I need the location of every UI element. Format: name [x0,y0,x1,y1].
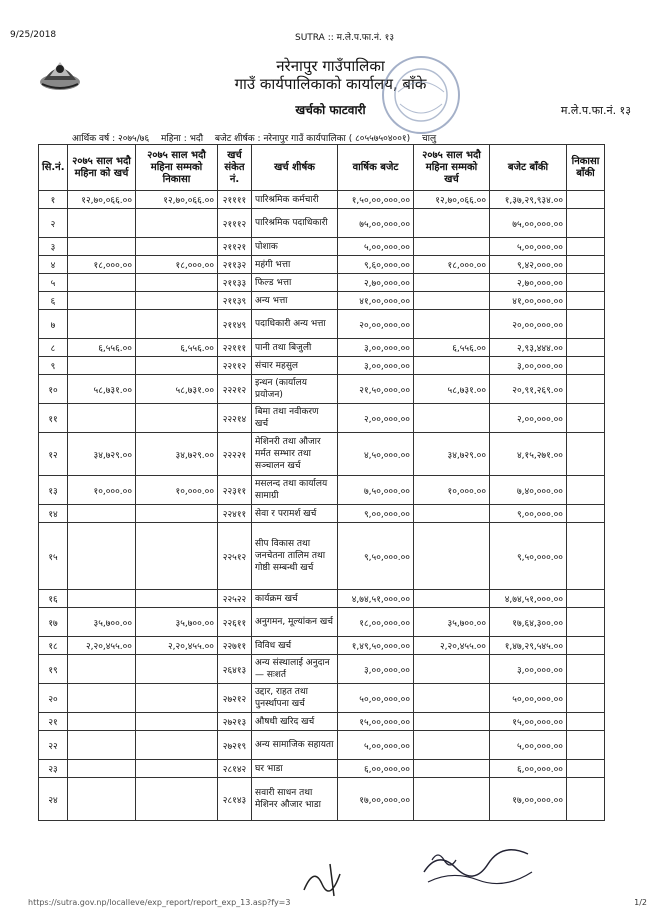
handwritten-signature [300,860,350,900]
cell-sn: ६ [39,292,68,310]
cell-annual: २१,५०,०००.०० [338,375,414,404]
col-header-head: खर्च शीर्षक [252,145,338,191]
cell-remaining: २०,९१,२६९.०० [490,375,567,404]
cell-annual: १७,००,०००.०० [338,778,414,821]
table-row [39,191,605,209]
cell-prev [68,713,136,731]
cell-code: २२२१४ [218,404,252,433]
cell-code: २११३९ [218,292,252,310]
cell-released: ६,५५६.०० [136,339,218,357]
cell-code: २६४१३ [218,655,252,684]
cell-annual: २,७०,०००.०० [338,274,414,292]
cell-code: २११११ [218,191,252,209]
cell-remaining: २०,००,०००.०० [490,310,567,339]
cell-prev [68,292,136,310]
cell-cumulative [414,505,490,523]
cell-remaining: ४,७४,५१,०००.०० [490,590,567,608]
cell-remaining: १,३७,२९,९३४.०० [490,191,567,209]
cell-head: सीप विकास तथा जनचेतना तालिम तथा गोष्ठी सम्बन्धी खर्च [252,523,338,590]
cell-remaining: १७,६४,३००.०० [490,608,567,637]
cell-sn: २३ [39,760,68,778]
cell-prev: ६,५५६.०० [68,339,136,357]
cell-annual: ५,००,०००.०० [338,731,414,760]
cell-sn: २१ [39,713,68,731]
cell-remaining: १५,००,०००.०० [490,713,567,731]
cell-annual: ७५,००,०००.०० [338,209,414,238]
budget-head: बजेट शीर्षक : नरेनापुर गाउँ कार्यपालिका ( ८०५५७५०४००१) [214,134,411,144]
cell-sn: १ [39,191,68,209]
cell-head: घर भाडा [252,760,338,778]
col-header-prev: २०७५ साल भदौ महिना को खर्च [68,145,136,191]
table-row [39,637,605,655]
expense-table [38,144,605,821]
cell-released [136,505,218,523]
cell-remaining: ३,००,०००.०० [490,357,567,375]
cell-prev [68,684,136,713]
cell-prev: १८,०००.०० [68,256,136,274]
cell-code: २२२२१ [218,433,252,476]
cell-annual: २०,००,०००.०० [338,310,414,339]
cell-release-remaining [567,778,605,821]
cell-release-remaining [567,339,605,357]
cell-cumulative: १२,७०,०६६.०० [414,191,490,209]
cell-release-remaining [567,731,605,760]
cell-released [136,684,218,713]
office-seal-stamp [378,52,464,138]
print-date: 9/25/2018 [10,30,57,40]
office-name: गाउँ कार्यपालिकाको कार्यालय, बाँके [234,75,427,93]
cell-prev: १०,०००.०० [68,476,136,505]
cell-released: ५८,७३१.०० [136,375,218,404]
cell-head: पारिश्रमिक कर्मचारी [252,191,338,209]
cell-cumulative [414,590,490,608]
cell-remaining: ३,००,०००.०० [490,655,567,684]
cell-released [136,209,218,238]
cell-annual: १,४९,५०,०००.०० [338,637,414,655]
cell-release-remaining [567,505,605,523]
table-row [39,731,605,760]
table-row [39,590,605,608]
cell-remaining: ४,१५,२७१.०० [490,433,567,476]
table-row [39,404,605,433]
cell-sn: ३ [39,238,68,256]
cell-cumulative: १०,०००.०० [414,476,490,505]
cell-remaining: ९,५०,०००.०० [490,523,567,590]
cell-release-remaining [567,209,605,238]
cell-cumulative: ३५,७००.०० [414,608,490,637]
cell-sn: ८ [39,339,68,357]
cell-released [136,274,218,292]
cell-released: १२,७०,०६६.०० [136,191,218,209]
cell-release-remaining [567,404,605,433]
cell-prev: १२,७०,०६६.०० [68,191,136,209]
cell-cumulative [414,713,490,731]
col-header-release-remaining: निकासा बाँकी [567,145,605,191]
cell-remaining: १,४७,२९,५४५.०० [490,637,567,655]
cell-remaining: १७,००,०००.०० [490,778,567,821]
cell-code: २८१४३ [218,778,252,821]
cell-code: २२३११ [218,476,252,505]
cell-release-remaining [567,713,605,731]
cell-cumulative [414,310,490,339]
cell-head: पदाधिकारी अन्य भत्ता [252,310,338,339]
cell-prev: २,२०,४५५.०० [68,637,136,655]
cell-sn: २४ [39,778,68,821]
table-row [39,238,605,256]
cell-released [136,404,218,433]
col-header-annual: वार्षिक बजेट [338,145,414,191]
cell-release-remaining [567,256,605,274]
cell-code: २२६११ [218,608,252,637]
cell-code: २११३३ [218,274,252,292]
cell-release-remaining [567,191,605,209]
report-meta [72,131,445,144]
status: चालु [421,134,437,144]
cell-code: २२४११ [218,505,252,523]
cell-release-remaining [567,433,605,476]
cell-released: ३४,७२९.०० [136,433,218,476]
cell-code: २२५१२ [218,523,252,590]
cell-code: २११२१ [218,238,252,256]
cell-sn: १८ [39,637,68,655]
cell-cumulative [414,357,490,375]
page-url: https://sutra.gov.np/localleve/exp_report/report_exp_13.asp?fy=3 [28,898,291,907]
cell-head: अन्य भत्ता [252,292,338,310]
table-row [39,375,605,404]
cell-released: २,२०,४५५.०० [136,637,218,655]
cell-head: औषधी खरिद खर्च [252,713,338,731]
cell-annual: २,००,०००.०० [338,404,414,433]
table-row [39,274,605,292]
table-row [39,339,605,357]
cell-remaining: ४१,००,०००.०० [490,292,567,310]
fiscal-year: आर्थिक वर्ष : २०७५/७६ [72,134,150,144]
cell-sn: १२ [39,433,68,476]
official-signature-stamp [418,842,538,894]
table-row [39,505,605,523]
table-row [39,209,605,238]
cell-sn: ११ [39,404,68,433]
cell-head: सवारी साधन तथा मेशिनर औजार भाडा [252,778,338,821]
cell-head: सेवा र परामर्श खर्च [252,505,338,523]
cell-head: इन्धन (कार्यालय प्रयोजन) [252,375,338,404]
table-row [39,292,605,310]
cell-remaining: ९,४२,०००.०० [490,256,567,274]
table-row [39,684,605,713]
cell-annual: १८,००,०००.०० [338,608,414,637]
cell-annual: ३,००,०००.०० [338,655,414,684]
cell-prev [68,655,136,684]
table-row [39,523,605,590]
cell-head: विविध खर्च [252,637,338,655]
cell-prev: ३५,७००.०० [68,608,136,637]
form-number: म.ले.प.फा.नं. १३ [560,104,631,117]
cell-prev [68,209,136,238]
cell-cumulative: १८,०००.०० [414,256,490,274]
cell-remaining: ५,००,०००.०० [490,731,567,760]
cell-release-remaining [567,476,605,505]
cell-release-remaining [567,238,605,256]
cell-prev [68,357,136,375]
cell-head: पारिश्रमिक पदाधिकारी [252,209,338,238]
cell-release-remaining [567,590,605,608]
cell-release-remaining [567,523,605,590]
cell-released [136,357,218,375]
cell-code: २२१११ [218,339,252,357]
cell-cumulative: ५८,७३१.०० [414,375,490,404]
cell-sn: ५ [39,274,68,292]
cell-cumulative [414,684,490,713]
cell-code: २७२१३ [218,713,252,731]
col-header-cumulative: २०७५ साल भदौ महिना सम्मको खर्च [414,145,490,191]
cell-remaining: २,९३,४४४.०० [490,339,567,357]
cell-annual: ९,००,०००.०० [338,505,414,523]
cell-release-remaining [567,274,605,292]
cell-cumulative: २,२०,४५५.०० [414,637,490,655]
col-header-sn: सि.नं. [39,145,68,191]
cell-released [136,778,218,821]
cell-sn: १५ [39,523,68,590]
table-row [39,310,605,339]
col-header-remaining: बजेट बाँकी [490,145,567,191]
cell-cumulative [414,523,490,590]
cell-released: ३५,७००.०० [136,608,218,637]
report-title: खर्चको फाटवारी [295,103,366,117]
cell-code: २७२१९ [218,731,252,760]
cell-release-remaining [567,608,605,637]
cell-cumulative [414,731,490,760]
cell-remaining: ५०,००,०००.०० [490,684,567,713]
cell-released [136,310,218,339]
cell-prev [68,590,136,608]
cell-head: अन्य संस्थालाई अनुदान— सःशर्त [252,655,338,684]
cell-sn: ४ [39,256,68,274]
cell-prev: ५८,७३१.०० [68,375,136,404]
cell-head: फिल्ड भत्ता [252,274,338,292]
cell-cumulative: ३४,७२९.०० [414,433,490,476]
cell-release-remaining [567,637,605,655]
cell-sn: २० [39,684,68,713]
cell-cumulative [414,760,490,778]
cell-code: २२५२२ [218,590,252,608]
cell-release-remaining [567,310,605,339]
cell-released [136,760,218,778]
cell-head: संचार महसुल [252,357,338,375]
cell-prev [68,731,136,760]
cell-sn: २२ [39,731,68,760]
cell-head: अनुगमन, मूल्यांकन खर्च [252,608,338,637]
cell-cumulative [414,292,490,310]
cell-sn: १४ [39,505,68,523]
cell-head: बिमा तथा नवीकरण खर्च [252,404,338,433]
cell-prev [68,778,136,821]
organization-name: नरेनापुर गाउँपालिका [276,57,385,75]
cell-release-remaining [567,655,605,684]
table-row [39,655,605,684]
cell-head: पानी तथा बिजुली [252,339,338,357]
cell-annual: ६,००,०००.०० [338,760,414,778]
cell-sn: १६ [39,590,68,608]
cell-sn: ७ [39,310,68,339]
table-header-row [39,145,605,191]
cell-code: २२११२ [218,357,252,375]
cell-release-remaining [567,292,605,310]
page-number: 1/2 [634,898,647,907]
cell-release-remaining [567,684,605,713]
cell-cumulative: ६,५५६.०० [414,339,490,357]
col-header-released: २०७५ साल भदौ महिना सम्मको निकासा [136,145,218,191]
cell-cumulative [414,209,490,238]
cell-head: मेशिनरी तथा औजार मर्मत सम्भार तथा सञ्चालन खर्च [252,433,338,476]
cell-head: मसलन्द तथा कार्यालय सामाग्री [252,476,338,505]
cell-annual: १,५०,००,०००.०० [338,191,414,209]
cell-annual: ४,५०,०००.०० [338,433,414,476]
cell-sn: १० [39,375,68,404]
cell-remaining: २,७०,०००.०० [490,274,567,292]
table-row [39,778,605,821]
cell-annual: ५,००,०००.०० [338,238,414,256]
cell-sn: १७ [39,608,68,637]
cell-release-remaining [567,357,605,375]
cell-remaining: ६,००,०००.०० [490,760,567,778]
cell-prev [68,310,136,339]
cell-annual: १५,००,०००.०० [338,713,414,731]
cell-remaining: ७,४०,०००.०० [490,476,567,505]
cell-released [136,238,218,256]
cell-prev [68,760,136,778]
cell-annual: ९,५०,०००.०० [338,523,414,590]
cell-release-remaining [567,375,605,404]
print-header-title: SUTRA :: म.ले.प.फा.नं. १३ [295,33,395,43]
cell-released [136,655,218,684]
cell-cumulative [414,274,490,292]
cell-remaining: २,००,०००.०० [490,404,567,433]
cell-head: अन्य सामाजिक सहायता [252,731,338,760]
cell-annual: ५०,००,०००.०० [338,684,414,713]
cell-code: २२७११ [218,637,252,655]
cell-code: २१११२ [218,209,252,238]
table-row [39,433,605,476]
cell-head: उद्दार, राहत तथा पुनर्स्थापना खर्च [252,684,338,713]
cell-annual: ७,५०,०००.०० [338,476,414,505]
cell-sn: ९ [39,357,68,375]
table-row [39,713,605,731]
cell-prev [68,523,136,590]
cell-code: २११३२ [218,256,252,274]
cell-prev [68,238,136,256]
table-row [39,760,605,778]
cell-remaining: ९,००,०००.०० [490,505,567,523]
table-row [39,608,605,637]
cell-released [136,523,218,590]
cell-annual: ४१,००,०००.०० [338,292,414,310]
table-row [39,256,605,274]
cell-released: १८,०००.०० [136,256,218,274]
cell-prev [68,274,136,292]
cell-head: पोशाक [252,238,338,256]
cell-code: २७२१२ [218,684,252,713]
cell-cumulative [414,404,490,433]
cell-released [136,292,218,310]
cell-annual: ३,००,०००.०० [338,339,414,357]
cell-remaining: ५,००,०००.०० [490,238,567,256]
cell-prev: ३४,७२९.०० [68,433,136,476]
cell-code: २८१४२ [218,760,252,778]
cell-sn: १९ [39,655,68,684]
cell-cumulative [414,238,490,256]
cell-prev [68,404,136,433]
cell-cumulative [414,655,490,684]
cell-released [136,731,218,760]
cell-code: २२२१२ [218,375,252,404]
table-row [39,357,605,375]
cell-release-remaining [567,760,605,778]
cell-annual: ४,७४,५१,०००.०० [338,590,414,608]
cell-head: कार्यक्रम खर्च [252,590,338,608]
cell-released [136,590,218,608]
cell-remaining: ७५,००,०००.०० [490,209,567,238]
cell-cumulative [414,778,490,821]
table-row [39,476,605,505]
cell-released [136,713,218,731]
col-header-code: खर्च संकेत नं. [218,145,252,191]
month: महिना : भदौ [161,134,204,144]
cell-prev [68,505,136,523]
cell-annual: ९,६०,०००.०० [338,256,414,274]
cell-annual: ३,००,०००.०० [338,357,414,375]
cell-head: महंगी भत्ता [252,256,338,274]
cell-sn: १३ [39,476,68,505]
cell-sn: २ [39,209,68,238]
cell-code: २११४९ [218,310,252,339]
cell-released: १०,०००.०० [136,476,218,505]
